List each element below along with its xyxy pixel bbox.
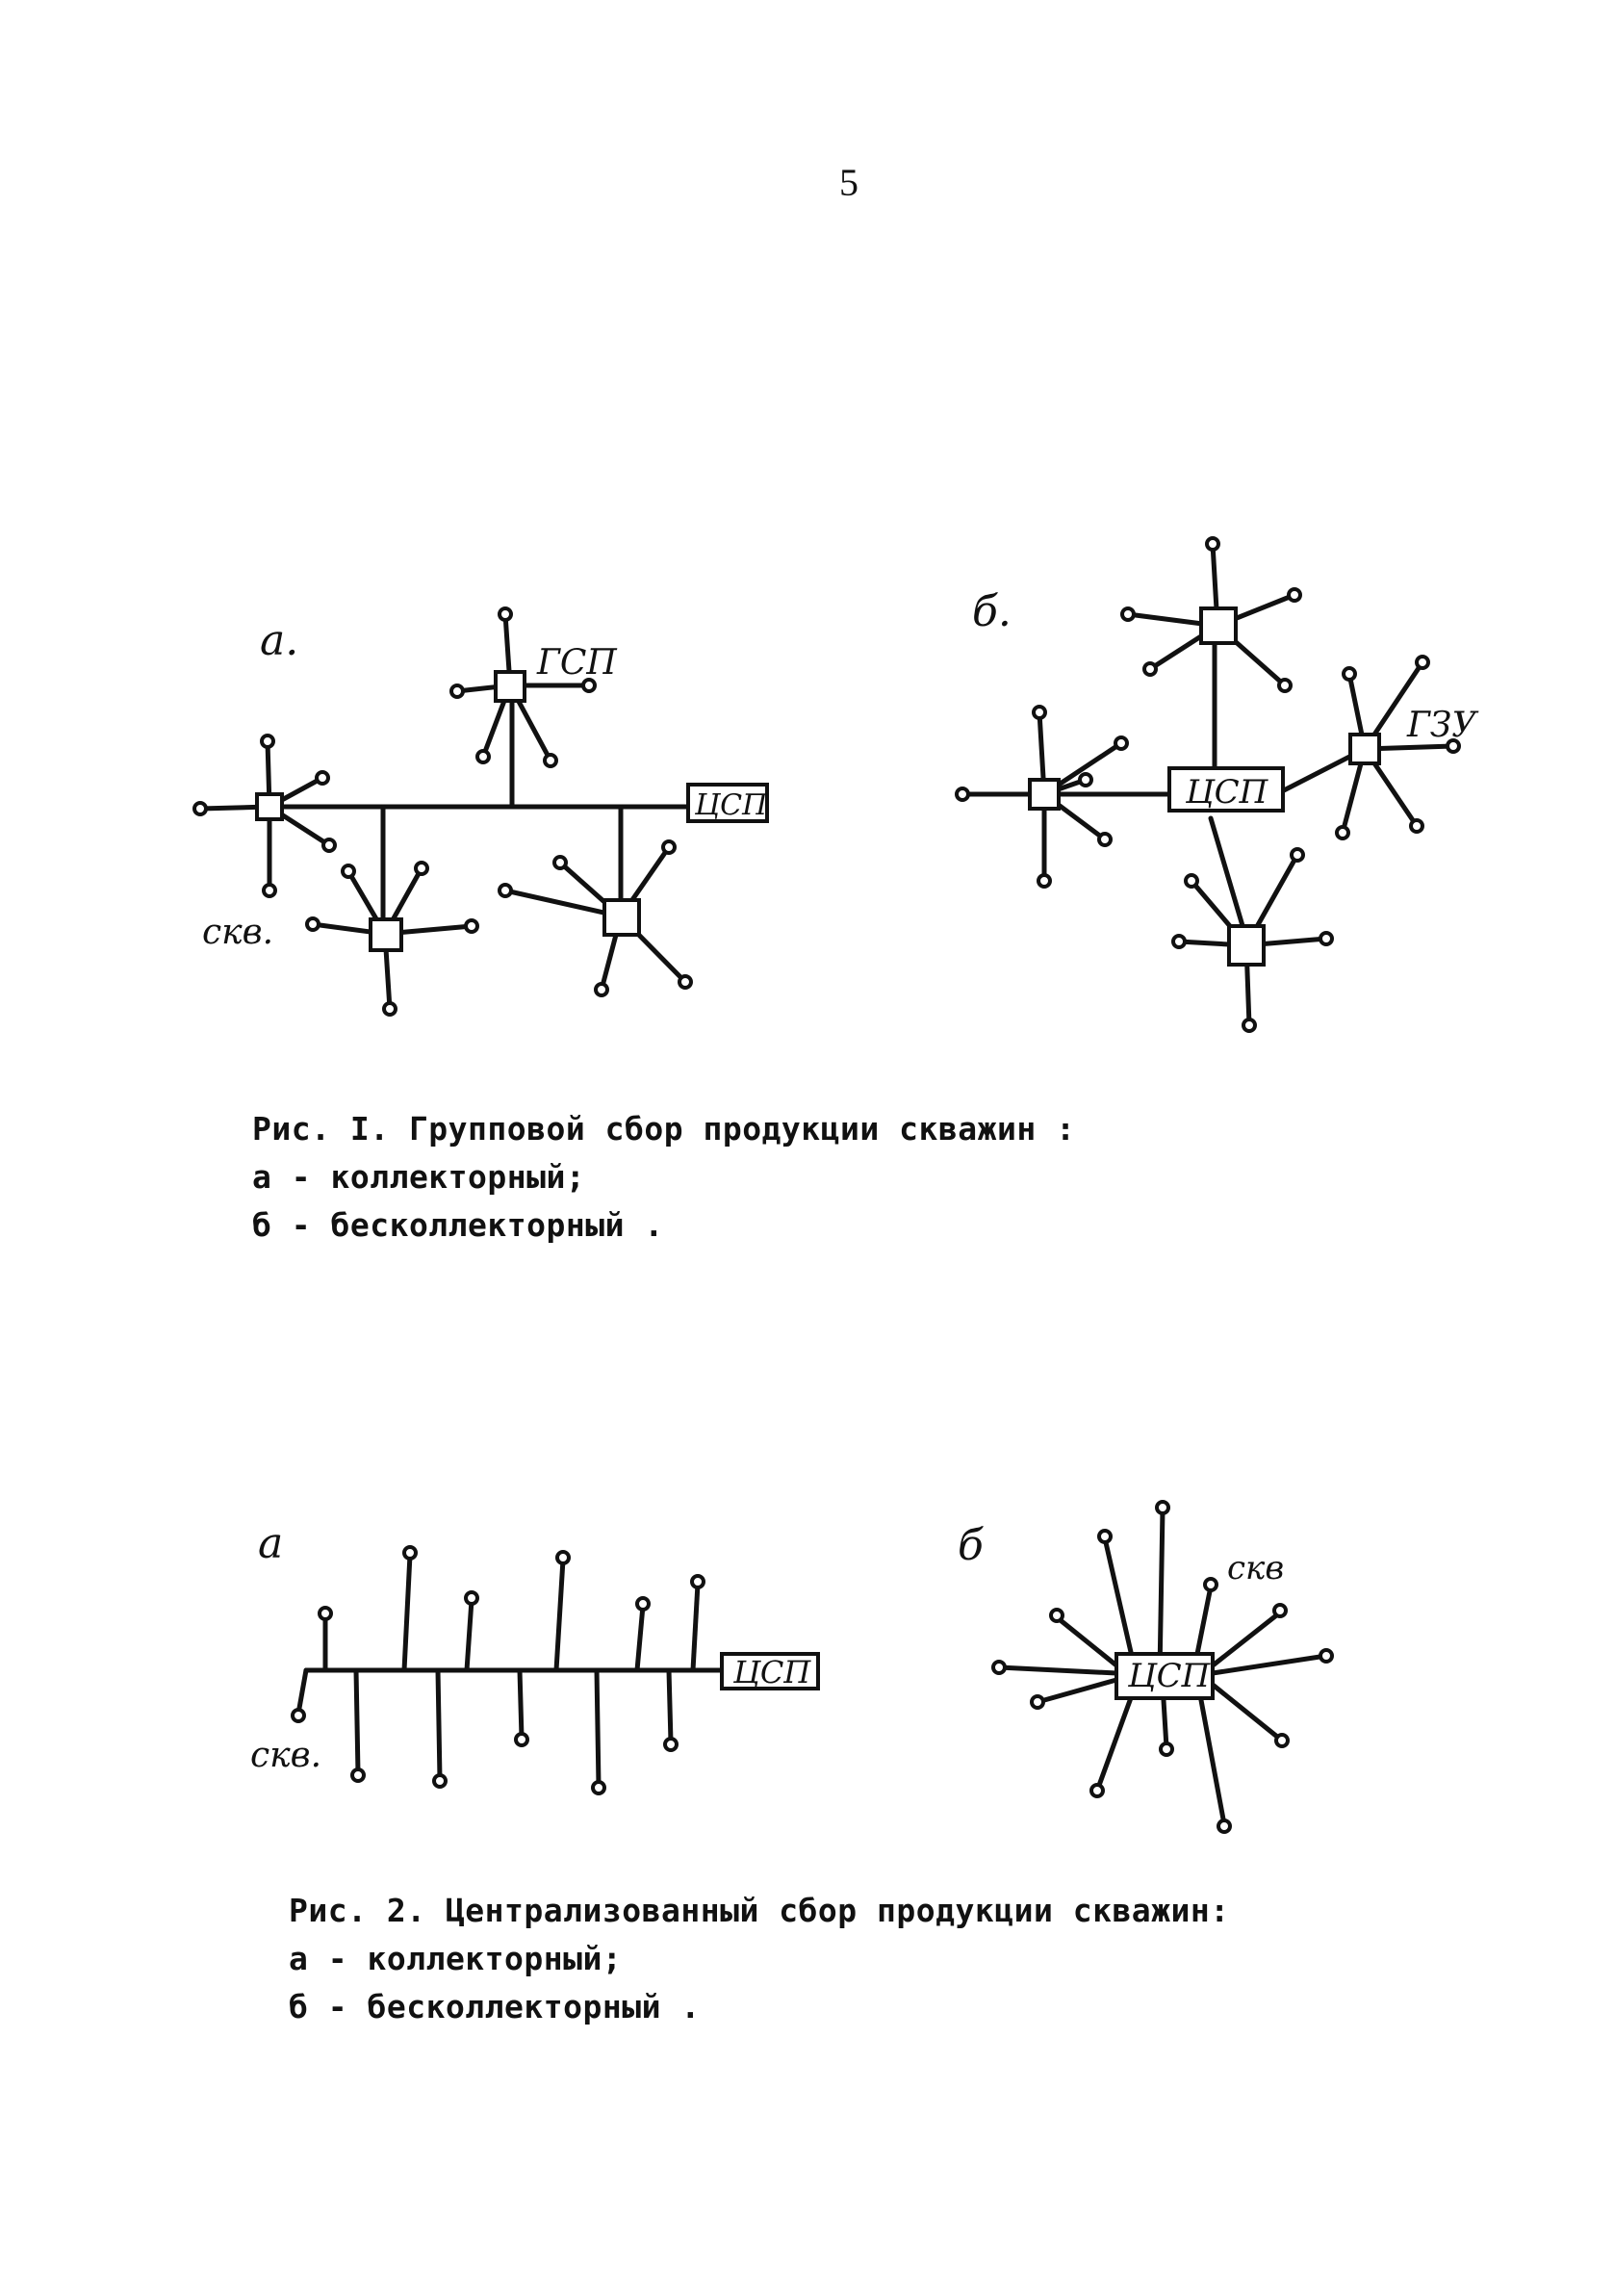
fig1a-well-label: скв. (202, 913, 274, 952)
fig1-caption-item-b: б - бесколлекторный . (252, 1206, 664, 1244)
fig1b-csp-label: ЦСП (1186, 773, 1268, 812)
fig2-caption (289, 1887, 1230, 2031)
fig2a-well-label: скв. (250, 1736, 322, 1775)
fig1-panel-b-label: б. (972, 587, 1012, 636)
fig2-panel-b-label: б (958, 1521, 984, 1570)
fig1-caption-item-a: а - коллекторный; (252, 1158, 586, 1196)
fig2-caption-title: Рис. 2. Централизованный сбор продукции скважин: (289, 1892, 1230, 1929)
fig2-caption-item-b: б - бесколлекторный . (289, 1988, 701, 2025)
fig1a-csp-label: ЦСП (695, 788, 768, 822)
fig2-panel-a-label: а (258, 1519, 284, 1568)
fig1-panel-a-label: а. (260, 616, 299, 665)
fig1a-gsp-label: ГСП (537, 643, 617, 683)
fig2b-csp-label: ЦСП (1128, 1657, 1211, 1695)
fig1-caption-title: Рис. I. Групповой сбор продукции скважин : (252, 1110, 1076, 1148)
fig2-caption-item-a: а - коллекторный; (289, 1940, 623, 1977)
page-number: 5 (839, 161, 858, 204)
fig2a-csp-label: ЦСП (733, 1654, 811, 1690)
fig2b-well-label: скв (1227, 1549, 1285, 1587)
fig1b-gzu-label: ГЗУ (1407, 706, 1477, 745)
